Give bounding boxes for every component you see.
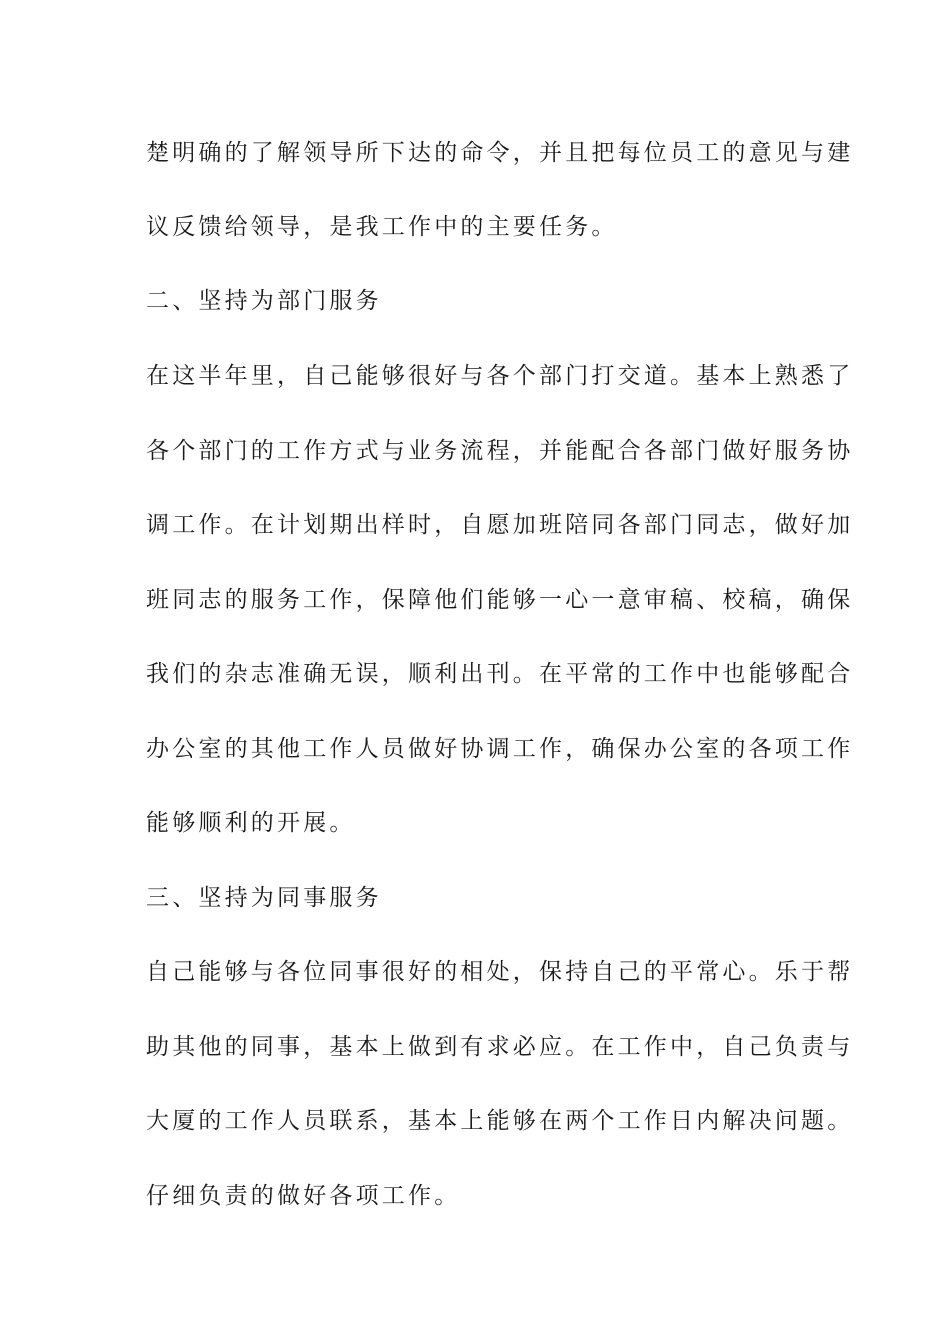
body-text-line: 各个部门的工作方式与业务流程，并能配合各部门做好服务协: [146, 438, 854, 464]
body-text-line: 自己能够与各位同事很好的相处，保持自己的平常心。乐于帮: [146, 959, 854, 985]
section-heading: 二、坚持为部门服务: [146, 288, 382, 314]
body-text-line: 我们的杂志准确无误，顺利出刊。在平常的工作中也能够配合: [146, 661, 854, 687]
body-text-line: 办公室的其他工作人员做好协调工作，确保办公室的各项工作: [146, 736, 854, 762]
body-text-line: 大厦的工作人员联系，基本上能够在两个工作日内解决问题。: [146, 1108, 854, 1134]
body-text-line: 在这半年里，自己能够很好与各个部门打交道。基本上熟悉了: [146, 363, 854, 389]
body-text-line: 议反馈给领导，是我工作中的主要任务。: [146, 214, 618, 240]
body-text-line: 能够顺利的开展。: [146, 810, 356, 836]
body-text-line: 助其他的同事，基本上做到有求必应。在工作中，自己负责与: [146, 1034, 854, 1060]
body-text-line: 班同志的服务工作，保障他们能够一心一意审稿、校稿，确保: [146, 587, 854, 613]
body-text-line: 楚明确的了解领导所下达的命令，并且把每位员工的意见与建: [146, 140, 854, 166]
body-text-line: 调工作。在计划期出样时，自愿加班陪同各部门同志，做好加: [146, 512, 854, 538]
section-heading: 三、坚持为同事服务: [146, 885, 382, 911]
body-text-line: 仔细负责的做好各项工作。: [146, 1183, 461, 1209]
